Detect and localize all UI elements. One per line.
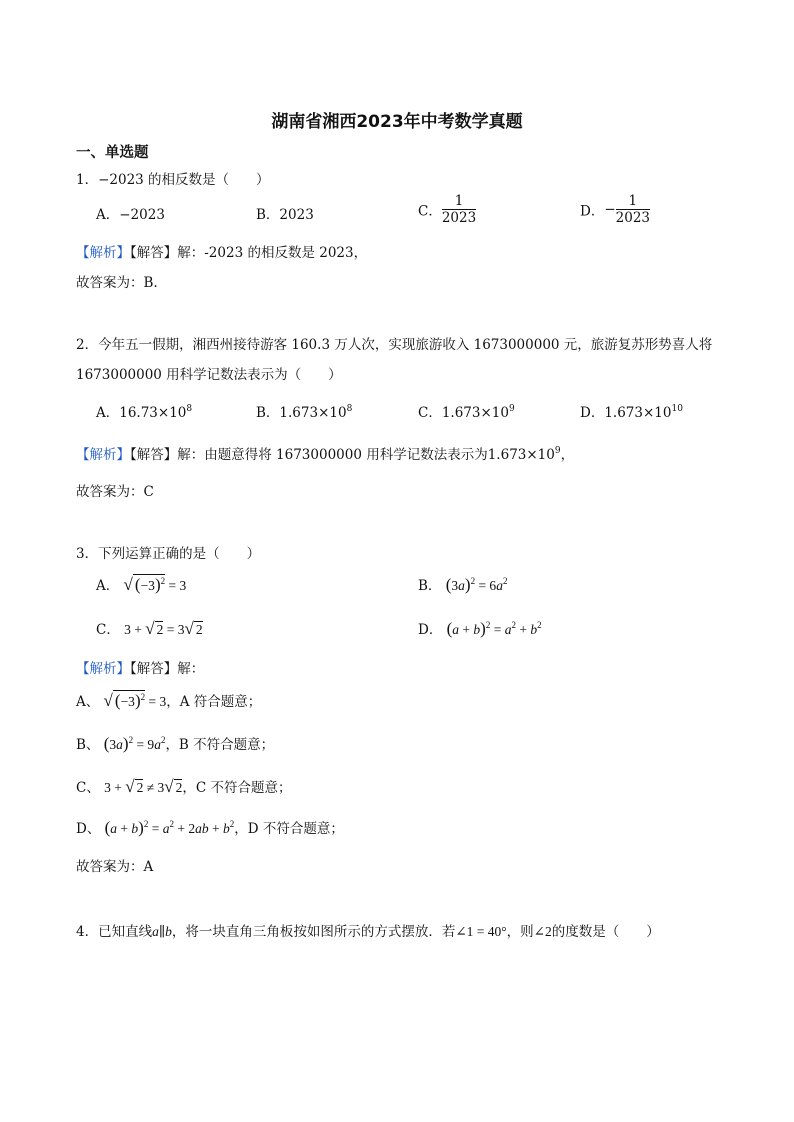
- q2-option-c-text: C．1.673×10: [418, 405, 509, 421]
- q2-option-c: [418, 401, 515, 421]
- exponent: 8: [186, 404, 193, 414]
- analysis-tag: 【解析】: [76, 661, 130, 677]
- q2-option-d-text: D．1.673×10: [580, 405, 672, 421]
- note: ，B 不符合题意；: [165, 737, 275, 753]
- exponent: 9: [508, 404, 515, 414]
- fraction-denominator: 2023: [615, 210, 650, 226]
- q3-option-d: [418, 618, 542, 639]
- analysis-tag: 【解析】: [76, 245, 130, 261]
- math-expression: $(a + b)^2 = a^2 + b^2$: [446, 619, 542, 638]
- q3-option-a: [96, 574, 186, 595]
- q3-solution-d: [76, 817, 344, 838]
- q1-option-a: A．−2023: [96, 207, 165, 223]
- q4-stem-part: 4．已知直线: [76, 924, 153, 940]
- question-2-stem-line2: 1673000000 用科学记数法表示为（ ）: [76, 367, 342, 383]
- q1-option-c: [418, 193, 476, 226]
- math-expression: $(3a)^2 = 6a^2$: [445, 575, 508, 594]
- answer-tag: 【解答】: [130, 245, 178, 261]
- math-expression: 3 + √ 2 ≠ 3√ 2: [104, 777, 183, 796]
- q3-solution-a: [76, 690, 261, 711]
- analysis-tag: 【解析】: [76, 447, 130, 463]
- q1-answer: 故答案为：B.: [76, 275, 158, 291]
- q3-solution-c: [76, 776, 292, 797]
- q3-option-b-label: B．: [418, 578, 442, 594]
- q3-solution: [76, 657, 204, 677]
- question-2-stem-line1: 2．今年五一假期，湘西州接待游客 160.3 万人次，实现旅游收入 1673000000 元，旅游复苏形势喜人将: [76, 337, 713, 353]
- q3-answer: 故答案为：A: [76, 859, 154, 875]
- q3-option-b: [418, 574, 507, 595]
- math-expression: √ $(-3)^2 = 3$: [123, 575, 187, 594]
- label: B、: [76, 737, 100, 753]
- q2-option-b-text: B．1.673×10: [256, 405, 347, 421]
- q3-solution-b: [76, 733, 274, 754]
- fraction: [442, 193, 476, 226]
- exponent: 8: [346, 404, 353, 414]
- note: ，A 符合题意；: [166, 694, 262, 710]
- q1-option-d: [580, 193, 650, 226]
- note: ，C 不符合题意；: [182, 780, 292, 796]
- q2-answer: 故答案为：C: [76, 484, 154, 500]
- q1-option-d-label: D．: [580, 203, 605, 220]
- exponent: 9: [554, 446, 561, 456]
- question-4-stem: [76, 920, 660, 940]
- q2-option-b: [256, 401, 352, 421]
- q3-option-a-label: A．: [96, 578, 120, 594]
- q1-option-c-label: C．: [418, 203, 442, 220]
- q3-option-c: [96, 618, 203, 639]
- minus-sign: −: [604, 201, 616, 218]
- q1-option-b: B．2023: [256, 207, 314, 223]
- math-expression: $(a + b)^2 = a^2 + 2ab + b^2$: [104, 818, 235, 837]
- label: D、: [76, 821, 101, 837]
- section-heading: 一、单选题: [76, 145, 149, 161]
- fraction-numerator: 1: [442, 193, 476, 210]
- q2-option-a: [96, 401, 192, 421]
- question-1-stem: 1．−2023 的相反数是（ ）: [76, 172, 270, 188]
- answer-tag: 【解答】: [130, 661, 178, 677]
- answer-tag: 【解答】: [130, 447, 178, 463]
- q2-option-d: [580, 401, 683, 421]
- q4-stem-part: ，将一块直角三角板按如图所示的方式摆放．若: [171, 924, 456, 940]
- note: ，D 不符合题意；: [234, 821, 344, 837]
- page-title: 湖南省湘西2023年中考数学真题: [271, 112, 523, 132]
- label: C、: [76, 780, 100, 796]
- q1-solution-text: 解：-2023 的相反数是 2023，: [177, 245, 368, 261]
- q3-option-c-label: C．: [96, 622, 120, 638]
- math-expression: ∠2: [533, 924, 552, 939]
- math-expression: 3 + √ 2 = 3√ 2: [124, 619, 203, 638]
- label: A、: [76, 694, 100, 710]
- q2-solution-end: ，: [560, 447, 575, 463]
- q2-solution: [76, 443, 574, 463]
- q1-solution: [76, 241, 367, 261]
- q4-stem-part: 的度数是（ ）: [551, 924, 660, 940]
- q2-option-a-text: A．16.73×10: [96, 405, 187, 421]
- question-3-stem: 3．下列运算正确的是（ ）: [76, 546, 261, 562]
- q4-stem-part: ，则: [506, 924, 534, 940]
- q3-option-d-label: D．: [418, 622, 443, 638]
- exponent: 10: [671, 404, 683, 414]
- math-expression: √ $(-3)^2 = 3$: [103, 691, 167, 710]
- fraction: [616, 193, 650, 226]
- fraction-denominator: 2023: [441, 210, 477, 226]
- math-expression: ∠1 = 40°: [455, 924, 507, 939]
- math-expression: $(3a)^2 = 9a^2$: [103, 734, 166, 753]
- q3-solution-text: 解：: [177, 661, 205, 677]
- q2-solution-text: 解：由题意得将 1673000000 用科学记数法表示为1.673×10: [177, 447, 555, 463]
- fraction-numerator: 1: [616, 193, 650, 210]
- math-expression: a∥b: [152, 924, 172, 939]
